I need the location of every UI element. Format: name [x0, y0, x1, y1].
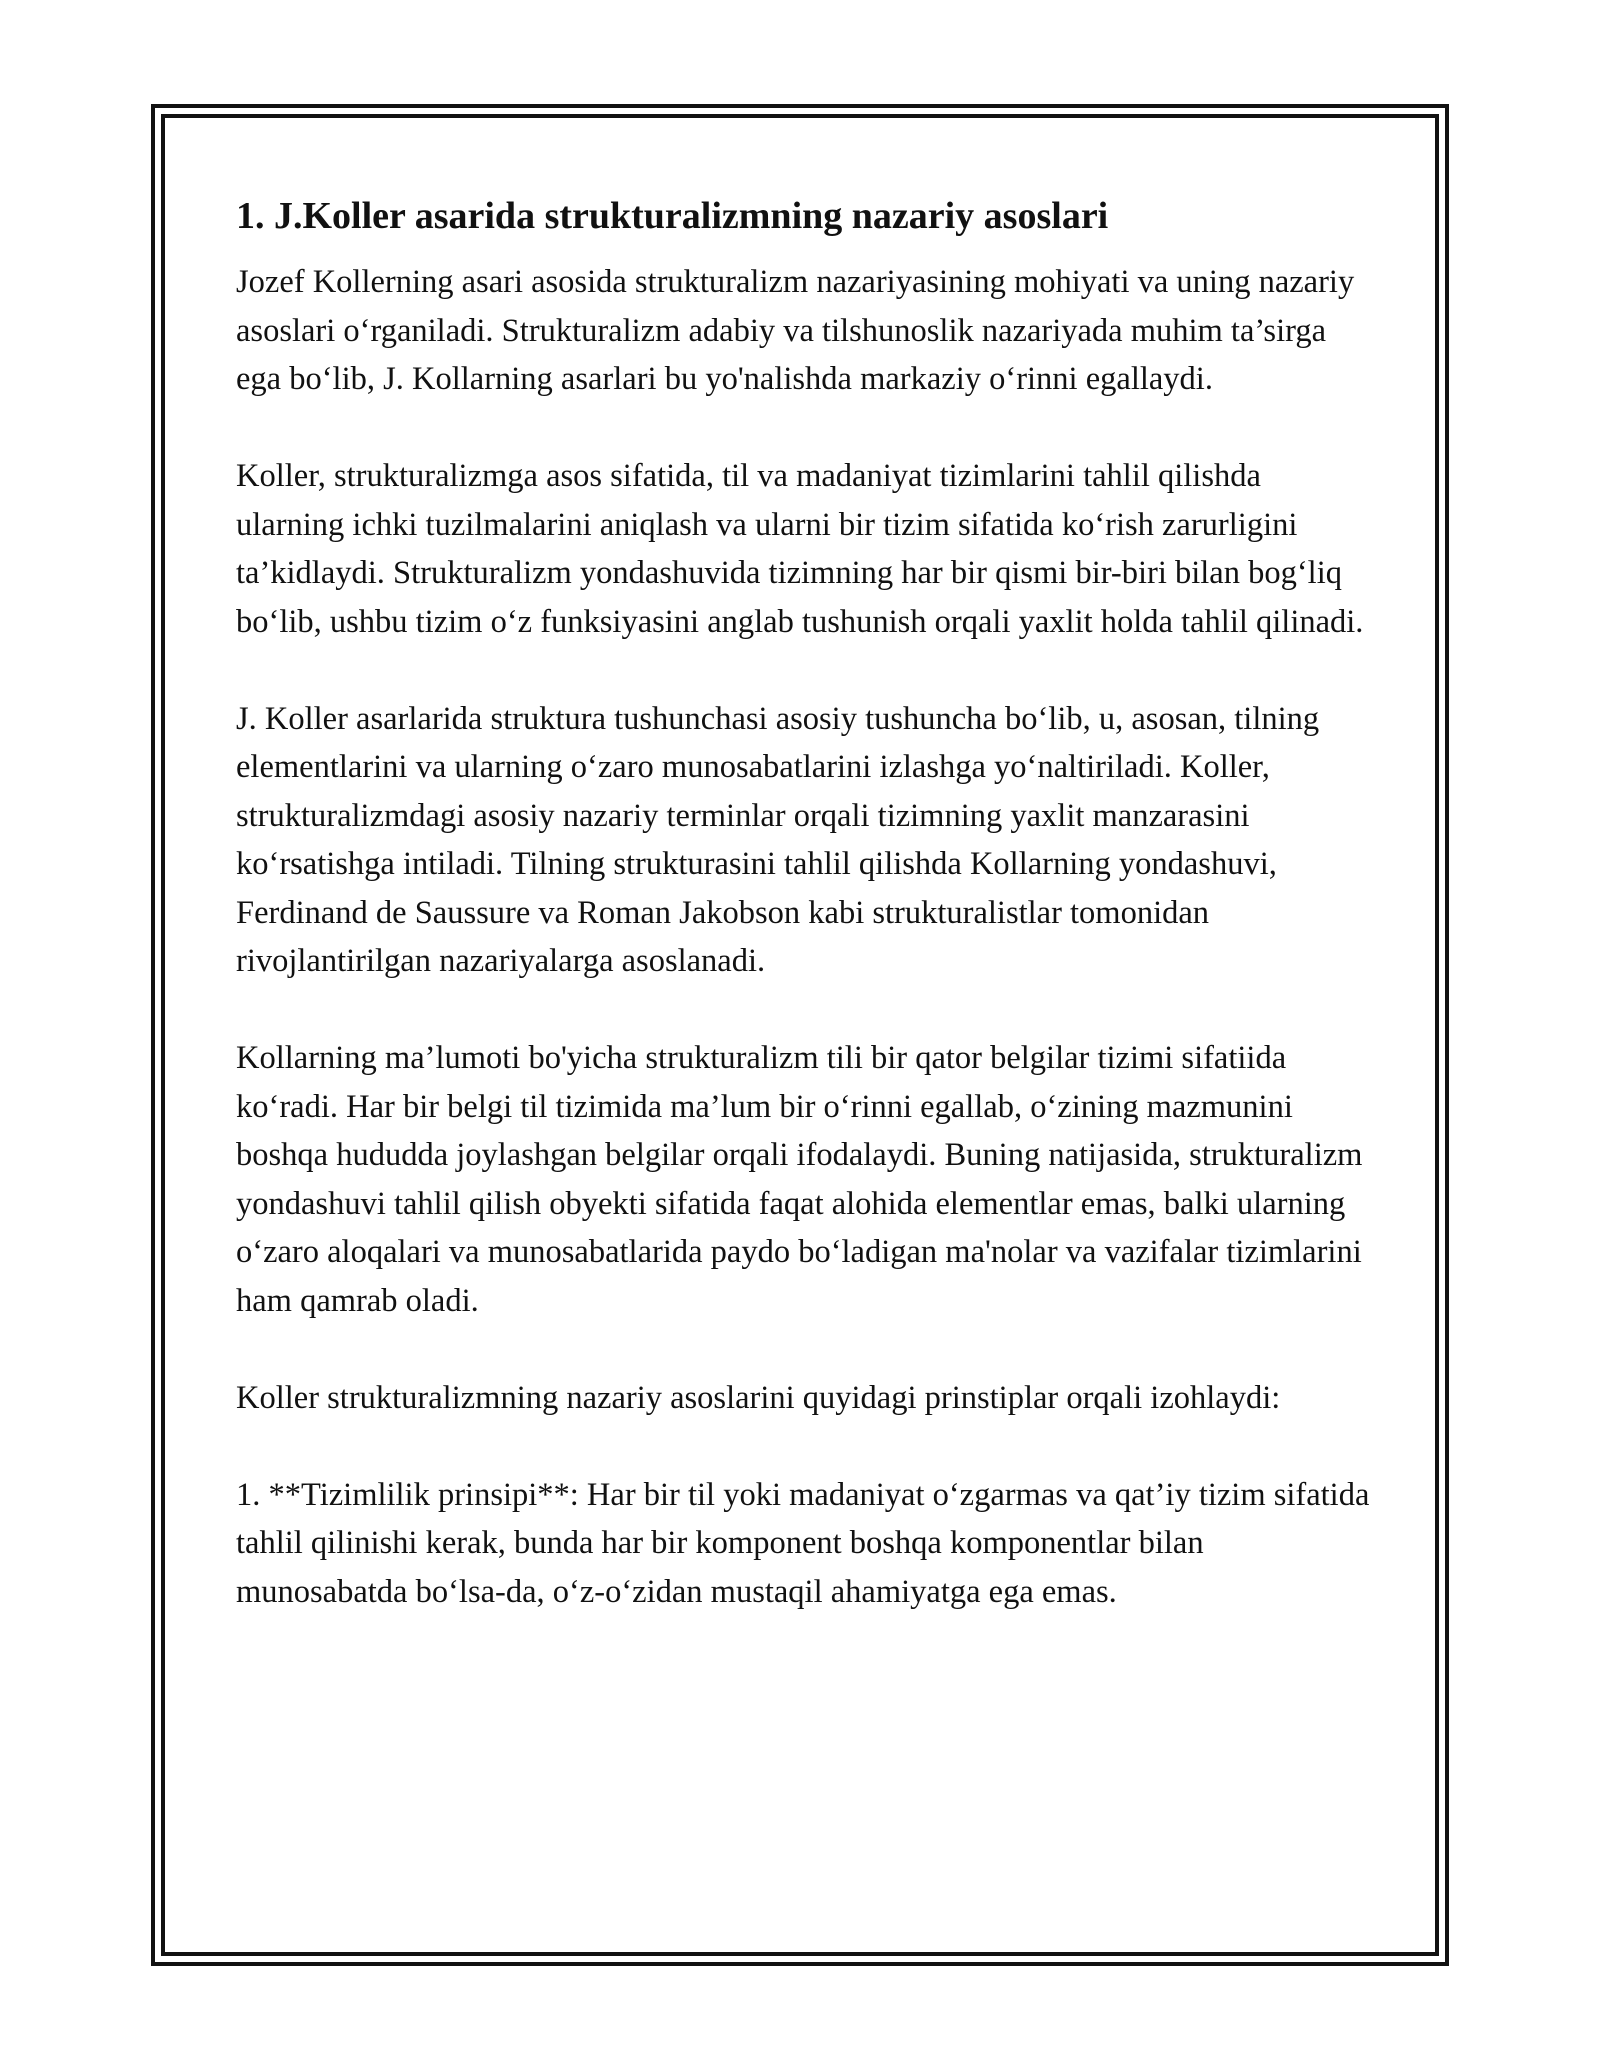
paragraph-6: 1. **Tizimlilik prinsipi**: Har bir til yoki madaniyat o‘zgarmas va qat’iy tizim sifatida tahlil qilinishi kerak, bunda har bir komponent boshqa komponentlar bilan munosabatda bo‘lsa-da, o‘z-o‘zidan mustaqil ahamiyatga ega emas.	[236, 1476, 1370, 1610]
paragraph-3: J. Koller asarlarida struktura tushunchasi asosiy tushuncha bo‘lib, u, asosan, tilning elementlarini va ularning o‘zaro munosabatlarini izlashga yo‘naltiriladi. Koller, strukturalizmdagi asosiy nazariy terminlar orqali tizimning yaxlit manzarasini ko‘rsatishga intiladi. Tilning strukturasini tahlil qilishda Kollarning yondashuvi, Ferdinand de Saussure va Roman Jakobson kabi strukturalistlar tomonidan rivojlantirilgan nazariyalarga asoslanadi.	[236, 700, 1320, 979]
paragraph-4: Kollarning ma’lumoti bo'yicha strukturalizm tili bir qator belgilar tizimi sifatiida ko‘radi. Har bir belgi til tizimida ma’lum bir o‘rinni egallab, o‘zining mazmunini boshqa hududda joylashgan belgilar orqali ifodalaydi. Buning natijasida, strukturalizm yondashuvi tahlil qilish obyekti sifatida faqat alohida elementlar emas, balki ularning o‘zaro aloqalari va munosabatlarida paydo bo‘ladigan ma'nolar va vazifalar tizimlarini ham qamrab oladi.	[236, 1040, 1363, 1319]
section-heading: 1. J.Koller asarida strukturalizmning nazariy asoslari	[236, 195, 1109, 237]
paragraph-1: Jozef Kollerning asari asosida strukturalizm nazariyasining mohiyati va uning nazariy asoslari o‘rganiladi. Strukturalizm adabiy va tilshunoslik nazariyada muhim ta’sirga ega bo‘lib, J. Kollarning asarlari bu yo'nalishda markaziy o‘rinni egallaydi.	[236, 264, 1355, 397]
document-body	[236, 188, 1376, 1665]
paragraph-2: Koller, strukturalizmga asos sifatida, til va madaniyat tizimlarini tahlil qilishda ularning ichki tuzilmalarini aniqlash va ularni bir tizim sifatida ko‘rish zarurligini ta’kidlaydi. Strukturalizm yondashuvida tizimning har bir qismi bir-biri bilan bog‘liq bo‘lib, ushbu tizim o‘z funksiyasini anglab tushunish orqali yaxlit holda tahlil qilinadi.	[236, 458, 1364, 640]
paragraph-5: Koller strukturalizmning nazariy asoslarini quyidagi prinstiplar orqali izohlaydi:	[236, 1379, 1281, 1416]
